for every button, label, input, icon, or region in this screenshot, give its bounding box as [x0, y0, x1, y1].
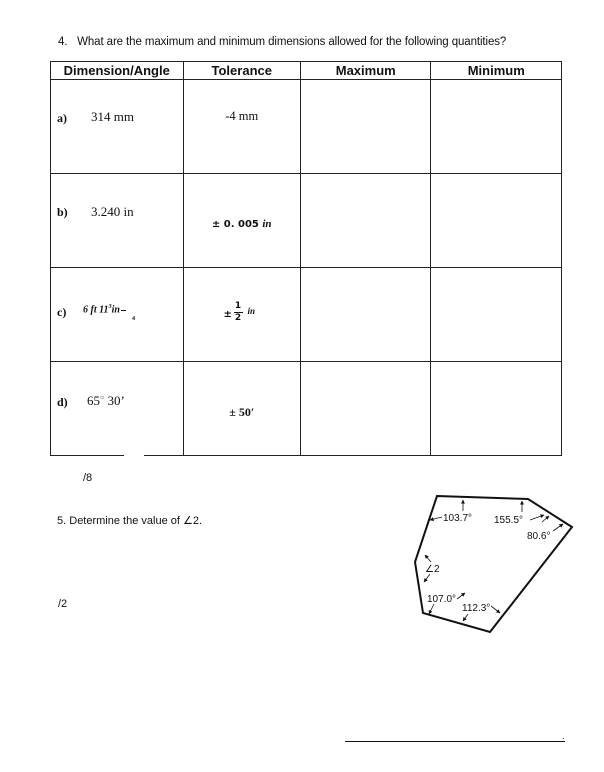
dimension-cell [51, 80, 184, 174]
polygon-diagram [405, 490, 580, 640]
question-4 [58, 36, 506, 48]
maximum-answer-cell[interactable] [300, 268, 431, 362]
row-label: d) [57, 395, 68, 409]
footer-mark: . [562, 731, 565, 741]
table-border-gap [124, 454, 144, 458]
angle-arrow [542, 516, 549, 522]
tolerance-cell [183, 174, 300, 268]
angle-arrow [429, 604, 434, 614]
tolerance-cell [183, 362, 300, 456]
maximum-answer-cell[interactable] [300, 362, 431, 456]
tolerance-cell [183, 268, 300, 362]
fraction-numerator: 3 [108, 304, 112, 310]
angle-arrow [553, 524, 563, 531]
table-header-row [51, 62, 562, 80]
angle-arrow [463, 614, 468, 621]
angle-label: 107.0° [427, 594, 457, 605]
dimension-cell [51, 268, 184, 362]
table-row [51, 362, 562, 456]
question-5 [57, 514, 202, 527]
minimum-answer-cell[interactable] [431, 362, 562, 456]
tolerance-cell [183, 80, 300, 174]
tolerance-numerator: 1 [234, 301, 242, 311]
tolerance-value: ± 50′ [229, 405, 255, 419]
question-5-text: Determine the value of ∠2. [69, 515, 203, 527]
tolerance-denominator: 2 [234, 313, 242, 323]
angle-arrow [425, 555, 431, 562]
tolerance-unit: in [247, 306, 256, 316]
header-minimum: Minimum [431, 62, 562, 80]
fraction-bar [121, 310, 126, 311]
angle-label: 112.3° [462, 603, 491, 614]
angle-arrow [530, 515, 544, 520]
angle-label: ∠2 [425, 564, 440, 575]
angle-arrow [457, 593, 465, 599]
header-dimension-angle: Dimension/Angle [51, 62, 184, 80]
table-row [51, 174, 562, 268]
angle-label: 103.7° [443, 513, 473, 524]
row-label: c) [57, 305, 67, 319]
maximum-answer-cell[interactable] [300, 80, 431, 174]
table-row [51, 80, 562, 174]
dimension-feet-inches: 6 ft 11 [83, 304, 109, 316]
question-5-number: 5. [57, 515, 67, 527]
row-label: b) [57, 205, 68, 219]
angle-arrow [424, 574, 430, 582]
dimension-degrees: 65 [87, 393, 100, 408]
fraction-denominator: 4 [132, 316, 135, 322]
maximum-answer-cell[interactable] [300, 174, 431, 268]
tolerance-value: -4 mm [225, 109, 259, 123]
dimension-unit: in [111, 304, 120, 316]
row-label: a) [57, 111, 67, 125]
dimension-value: 3.240 in [91, 204, 134, 219]
degree-symbol: ○ [100, 393, 105, 402]
score-question-5: /2 [58, 598, 68, 610]
dimension-value [87, 393, 125, 409]
angle-arrow [430, 517, 442, 520]
header-maximum: Maximum [300, 62, 431, 80]
tolerance-sign: ± [223, 309, 232, 320]
minimum-answer-cell[interactable] [431, 80, 562, 174]
dimensions-table [50, 61, 562, 456]
tolerance-value [184, 218, 300, 230]
dimension-cell [51, 174, 184, 268]
angle-label: 80.6° [527, 531, 551, 542]
score-question-4: /8 [83, 472, 93, 484]
dimension-minutes: 30’ [107, 393, 125, 408]
angle-arrow [491, 606, 500, 613]
header-tolerance: Tolerance [183, 62, 300, 80]
minimum-answer-cell[interactable] [431, 174, 562, 268]
dimension-value [83, 304, 135, 322]
dimension-value: 314 mm [91, 109, 134, 124]
minimum-answer-cell[interactable] [431, 268, 562, 362]
answer-line[interactable] [345, 741, 565, 742]
table-row [51, 268, 562, 362]
question-4-number: 4. [58, 36, 68, 48]
angle-label: 155.5° [494, 515, 524, 526]
question-4-text: What are the maximum and minimum dimensions allowed for the following quantities? [77, 36, 507, 48]
dimension-cell [51, 362, 184, 456]
tolerance-sign-value: ± 0. 005 [211, 219, 259, 230]
tolerance-unit: in [262, 218, 272, 230]
